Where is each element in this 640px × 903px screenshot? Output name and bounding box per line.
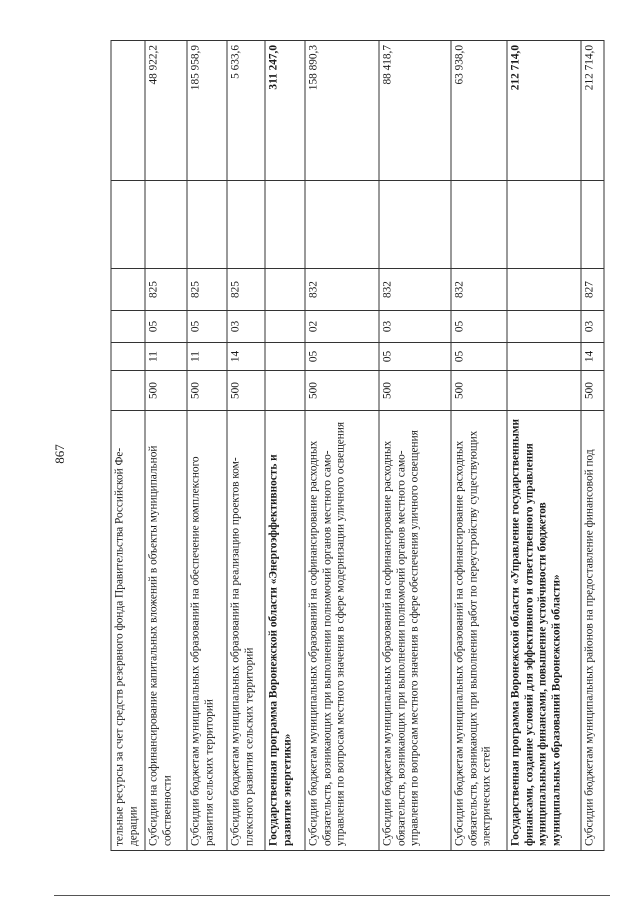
table-row: [507, 41, 581, 851]
code-cell: 05: [379, 343, 451, 371]
code-cell: [111, 269, 145, 311]
code-cell: 05: [451, 343, 507, 371]
code-cell: [145, 181, 187, 269]
table-row: [451, 41, 507, 851]
code-cell: [305, 181, 379, 269]
amount-cell: 158 890,3: [305, 41, 379, 181]
code-cell: 825: [187, 269, 227, 311]
code-cell: [265, 311, 305, 343]
page-number: 867: [52, 444, 67, 464]
code-cell: 11: [187, 343, 227, 371]
code-cell: 03: [581, 311, 604, 343]
code-cell: 500: [581, 371, 604, 411]
code-cell: [187, 181, 227, 269]
code-cell: 14: [581, 343, 604, 371]
code-cell: 02: [305, 311, 379, 343]
code-cell: [507, 269, 581, 311]
code-cell: 832: [379, 269, 451, 311]
code-cell: [111, 371, 145, 411]
code-cell: 500: [451, 371, 507, 411]
code-cell: 500: [145, 371, 187, 411]
amount-cell: 48 922,2: [145, 41, 187, 181]
code-cell: [507, 311, 581, 343]
code-cell: [507, 343, 581, 371]
code-cell: 05: [451, 311, 507, 343]
row-name: Субсидии бюджетам муниципальных образований на реализацию проектов комплексного развития сельских территорий: [227, 411, 265, 851]
code-cell: 05: [305, 343, 379, 371]
table-row: [581, 41, 604, 851]
code-cell: 14: [227, 343, 265, 371]
code-cell: [227, 181, 265, 269]
code-cell: [111, 343, 145, 371]
code-cell: [111, 181, 145, 269]
code-cell: [265, 343, 305, 371]
code-cell: 500: [227, 371, 265, 411]
table-row: [265, 41, 305, 851]
code-cell: 825: [145, 269, 187, 311]
row-name: Субсидии бюджетам муниципальных образований на обеспечение комплексного развития сельских территорий: [187, 411, 227, 851]
code-cell: 500: [379, 371, 451, 411]
program-total: 212 714,0: [507, 41, 581, 181]
row-name: Субсидии на софинансирование капитальных вложений в объекты муниципальной собственности: [145, 411, 187, 851]
code-cell: 500: [187, 371, 227, 411]
code-cell: [379, 181, 451, 269]
budget-table-wrapper: [111, 41, 604, 851]
code-cell: 05: [187, 311, 227, 343]
bottom-divider: [54, 895, 610, 896]
table-row: [145, 41, 187, 851]
amount-cell: 185 958,9: [187, 41, 227, 181]
row-name: тельные ресурсы за счет средств резервного фонда Правительства Российской Федерации: [111, 411, 145, 851]
table-row: [379, 41, 451, 851]
code-cell: 825: [227, 269, 265, 311]
program-total: 311 247,0: [265, 41, 305, 181]
code-cell: 500: [305, 371, 379, 411]
code-cell: [111, 311, 145, 343]
row-name: Субсидии бюджетам муниципальных образований на софинансирование расходных обязательств, возникающих при выполнении полномочий органов местного самоуправления по вопросам местного значения в сфере обеспечения уличного освещения: [379, 411, 451, 851]
code-cell: 11: [145, 343, 187, 371]
code-cell: 05: [145, 311, 187, 343]
amount-cell: 88 418,7: [379, 41, 451, 181]
code-cell: [507, 181, 581, 269]
code-cell: 03: [227, 311, 265, 343]
amount-cell: 212 714,0: [581, 41, 604, 181]
code-cell: 03: [379, 311, 451, 343]
amount-cell: [111, 41, 145, 181]
code-cell: [581, 181, 604, 269]
table-row: [187, 41, 227, 851]
row-name: Субсидии бюджетам муниципальных образований на софинансирование расходных обязательств, возникающих при выполнении работ по переустройству существующих электрических сетей: [451, 411, 507, 851]
row-name: Субсидии бюджетам муниципальных образований на софинансирование расходных обязательств, возникающих при выполнении полномочий органов местного самоуправления по вопросам местного значения в сфере модернизации уличного освещения: [305, 411, 379, 851]
table-row: [227, 41, 265, 851]
code-cell: 832: [451, 269, 507, 311]
table-row: [305, 41, 379, 851]
code-cell: [265, 269, 305, 311]
program-title: Государственная программа Воронежской области «Энергоэффективность и развитие энергетики»: [265, 411, 305, 851]
code-cell: 827: [581, 269, 604, 311]
code-cell: [265, 371, 305, 411]
code-cell: [507, 371, 581, 411]
program-title: Государственная программа Воронежской области «Управление государственными финансами, создание условий для эффективного и ответственного управления муниципальными финансами, повышение устойчивости бюджетов муниципальных образований Воронежской области»: [507, 411, 581, 851]
amount-cell: 5 633,6: [227, 41, 265, 181]
row-name: Субсидии бюджетам муниципальных районов на предоставление финансовой под: [581, 411, 604, 851]
amount-cell: 63 938,0: [451, 41, 507, 181]
code-cell: 832: [305, 269, 379, 311]
budget-table: [111, 40, 605, 851]
code-cell: [451, 181, 507, 269]
table-row: [111, 41, 145, 851]
code-cell: [265, 181, 305, 269]
